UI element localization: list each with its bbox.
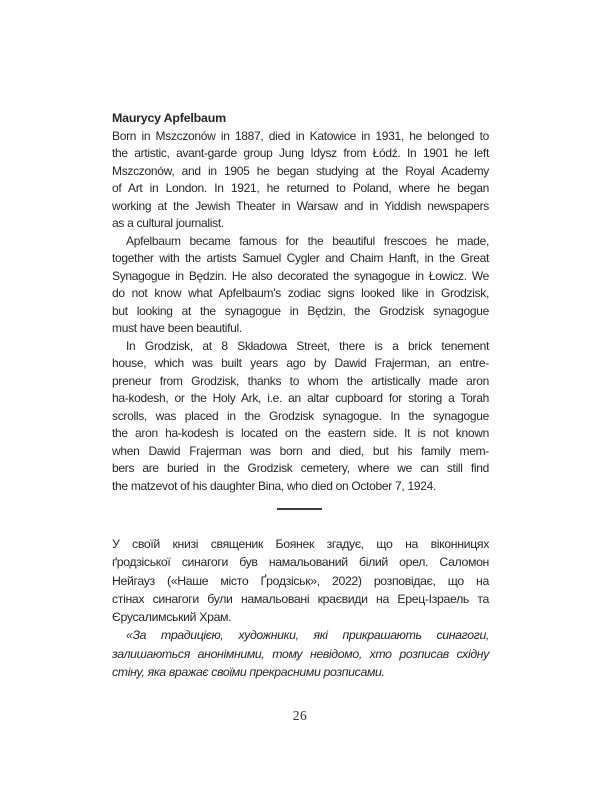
paragraph: [112, 535, 489, 626]
text-line: bers are buried in the Grodzisk cemetery, where we can still find: [112, 461, 489, 475]
text-line: do not know what Apfelbaum's zodiac signs looked like in Grodzisk,: [112, 286, 489, 300]
text-line: as a cultural journalist.: [112, 216, 224, 230]
text-line: «За традицією, художники, які прикрашають синагоги,: [126, 628, 489, 643]
text-line: preneur from Grodzisk, thanks to whom the artistically made aron: [112, 373, 489, 388]
text-line: Born in Mszczonów in 1887, died in Katowice in 1931, he belonged to: [112, 128, 489, 143]
text-line: ha-kodesh, or the Holy Ark, i.e. an altar cupboard for storing a Torah: [112, 391, 489, 405]
text-line: Нейгауз («Наше місто Ґродзіськ», 2022) розповідає, що на: [112, 573, 489, 588]
text-line: Apfelbaum became famous for the beautiful frescoes he made,: [126, 233, 489, 248]
text-line: ґродзіської синагоги був намальований білий орел. Саломон: [112, 555, 489, 570]
text-line: стінах синагоги були намальовані краєвиди на Ерец-Ізраель та: [112, 591, 489, 606]
text-line: scrolls, was placed in the Grodzisk synagogue. In the synagogue: [112, 408, 489, 423]
text-line: but looking at the synagogue in Będzin, the Grodzisk synagogue: [112, 303, 489, 318]
text-line: У своїй книзі священик Боянек згадує, що на віконницях: [112, 537, 489, 551]
paragraph: [112, 128, 489, 233]
text-line: Mszczonów, and in 1905 he began studying at the Royal Academy: [112, 163, 489, 178]
text-line: In Grodzisk, at 8 Składowa Street, there is a brick tenement: [126, 338, 489, 353]
text-line: the artistic, avant-garde group Jung Idysz from Łódź. In 1901 he left: [112, 146, 489, 160]
text-line: when Dawid Frajerman was born and died, but his family mem-: [112, 443, 489, 458]
text-line: залишаються анонімними, тому невідомо, хто розписав східну: [112, 646, 489, 661]
article-paragraphs: [112, 128, 489, 496]
text-line: Synagogue in Będzin. He also decorated the synagogue in Łowicz. We: [112, 268, 489, 283]
text-line: of Art in London. In 1921, he returned to Poland, where he began: [112, 181, 489, 195]
paragraph: [112, 233, 489, 338]
article-english-section: [112, 110, 489, 495]
text-line: the matzevot of his daughter Bina, who died on October 7, 1924.: [112, 478, 436, 493]
text-line: working at the Jewish Theater in Warsaw and in Yiddish newspapers: [112, 198, 489, 213]
text-line: house, which was built years ago by Dawid Frajerman, an entre-: [112, 356, 489, 370]
text-line: must have been beautiful.: [112, 321, 242, 335]
article-ukrainian-section: [112, 535, 489, 681]
text-line: the aron ha-kodesh is located on the eastern side. It is not known: [112, 426, 489, 440]
article-heading: Maurycy Apfelbaum: [112, 111, 226, 125]
text-line: стіну, яка вражає своїми прекрасними розписами.: [112, 665, 385, 680]
paragraph: [112, 626, 489, 681]
paragraph: [112, 338, 489, 496]
text-line: Єрусалимський Храм.: [112, 610, 232, 625]
text-line: together with the artists Samuel Cygler and Chaim Hanft, in the Great: [112, 251, 489, 265]
page-number: 26: [292, 708, 308, 723]
section-divider-rule: [277, 508, 322, 510]
